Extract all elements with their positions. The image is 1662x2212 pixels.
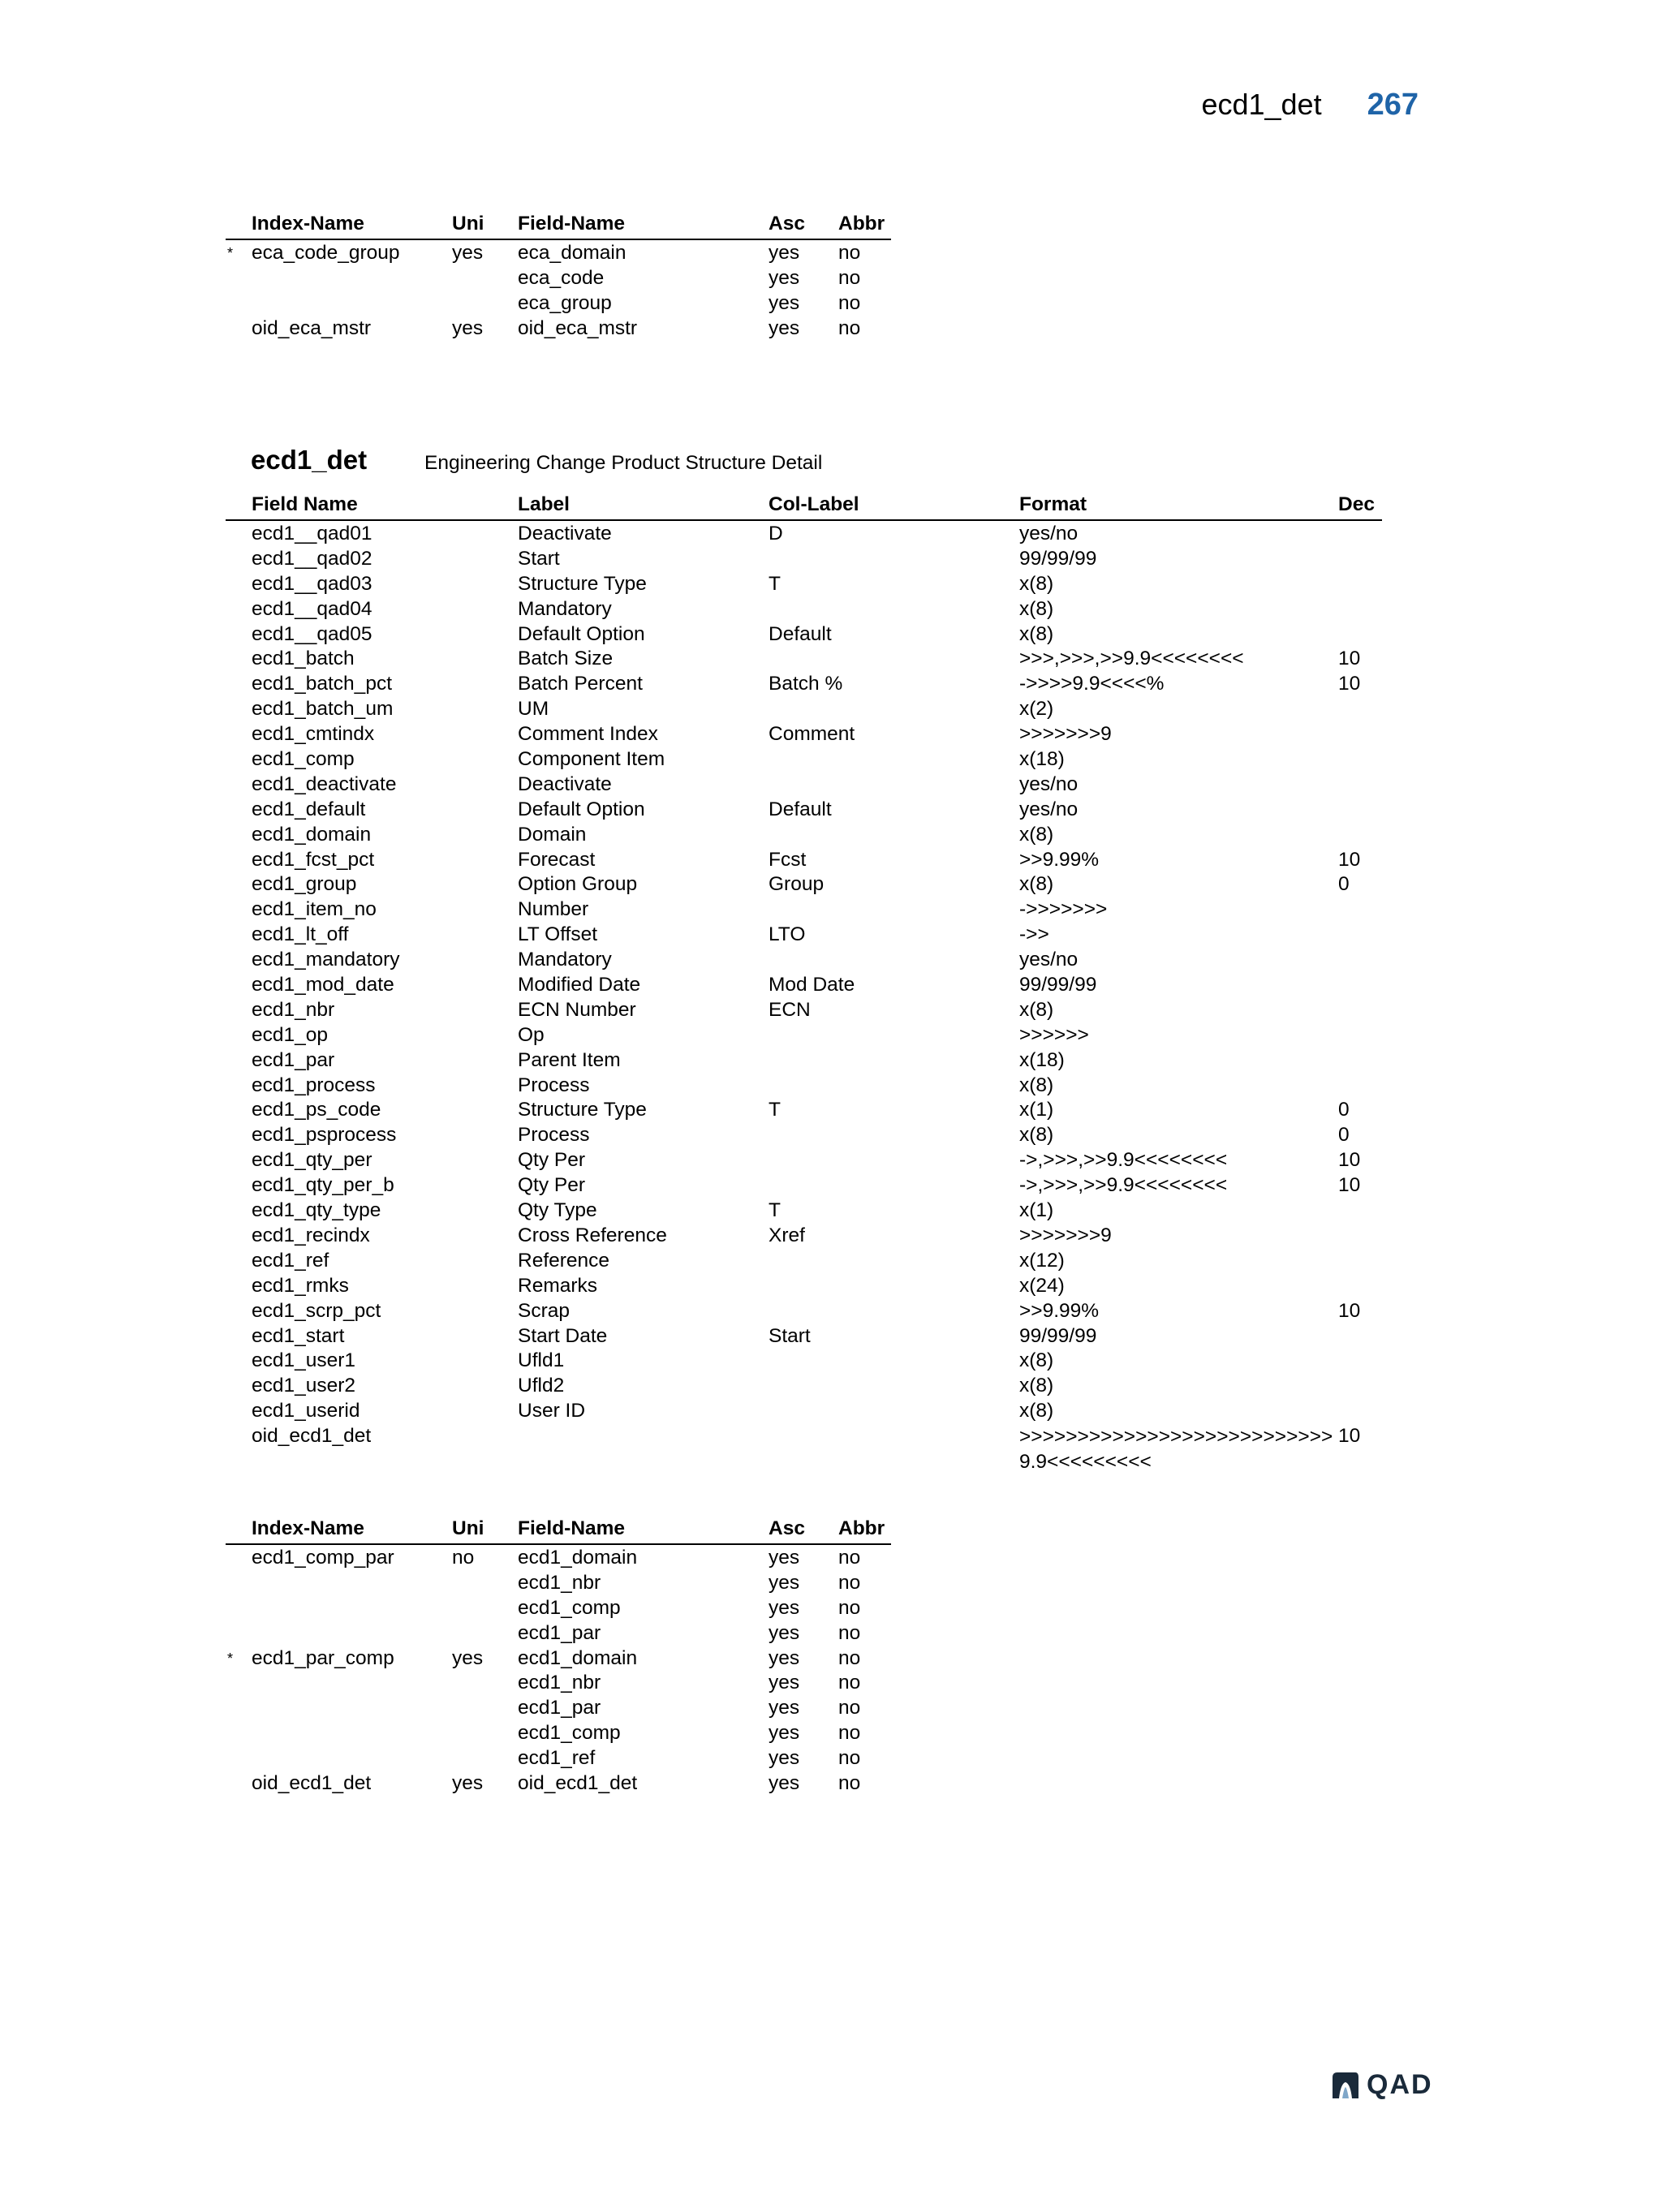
field-name-cell: ecd1_comp (252, 748, 355, 771)
field-row (226, 571, 1382, 596)
col-label-cell: T (769, 572, 781, 595)
col-header-field-name: Field-Name (518, 213, 626, 235)
label-cell: Qty Per (518, 1149, 586, 1172)
unique-marker: * (227, 245, 234, 261)
col-header-field-name: Field-Name (518, 1517, 626, 1539)
field-name-cell: ecd1_par (518, 1621, 601, 1644)
label-cell: Qty Type (518, 1199, 597, 1222)
col-header-asc: Asc (769, 213, 805, 235)
label-cell: Structure Type (518, 1099, 647, 1121)
index-name-cell: oid_eca_mstr (252, 316, 372, 339)
label-cell: Op (518, 1023, 545, 1046)
field-name-cell: eca_domain (518, 242, 626, 264)
format-cell: >>>>>>>>>>>>>>>>>>>>>>>>>>>9.9<<<<<<<<< (1019, 1426, 1333, 1473)
label-cell: Parent Item (518, 1048, 621, 1071)
col-label-cell: ECN (769, 998, 811, 1021)
label-cell: User ID (518, 1400, 586, 1422)
field-row (226, 1398, 1382, 1423)
format-cell: x(24) (1019, 1274, 1065, 1297)
asc-cell: yes (769, 1571, 800, 1594)
format-cell: x(8) (1019, 1400, 1054, 1422)
field-row (226, 797, 1382, 822)
field-row (226, 871, 1382, 897)
index-name-cell: ecd1_par_comp (252, 1646, 394, 1669)
format-cell: x(2) (1019, 698, 1054, 721)
label-cell: Qty Per (518, 1174, 586, 1197)
field-table-header (226, 493, 1382, 521)
label-cell: Comment Index (518, 723, 658, 746)
dec-cell: 0 (1338, 1099, 1350, 1121)
index-table-header (226, 213, 891, 240)
col-label-cell: T (769, 1199, 781, 1222)
field-row (226, 822, 1382, 847)
field-row (226, 1097, 1382, 1122)
col-header-uni: Uni (452, 1517, 484, 1539)
field-row (226, 847, 1382, 872)
field-row (226, 646, 1382, 671)
field-name-cell: eca_group (518, 291, 612, 314)
field-name-cell: ecd1_nbr (252, 998, 335, 1021)
field-name-cell: ecd1__qad05 (252, 622, 372, 645)
field-name-cell: ecd1_process (252, 1074, 376, 1096)
uni-cell: yes (452, 1772, 484, 1795)
format-cell: x(8) (1019, 622, 1054, 645)
field-row (226, 997, 1382, 1022)
format-cell: x(8) (1019, 823, 1054, 846)
field-name-cell: ecd1_user1 (252, 1349, 356, 1372)
abbr-cell: no (838, 1722, 861, 1745)
field-row (226, 1298, 1382, 1323)
label-cell: Batch Percent (518, 673, 643, 695)
field-name-cell: ecd1_op (252, 1023, 329, 1046)
col-label-cell: LTO (769, 923, 806, 946)
index-table-ecd1 (226, 1517, 891, 1796)
format-cell: x(8) (1019, 597, 1054, 620)
format-cell: x(18) (1019, 1048, 1065, 1071)
abbr-cell: no (838, 242, 861, 264)
dec-cell: 10 (1338, 1425, 1361, 1448)
abbr-cell: no (838, 1621, 861, 1644)
field-row (226, 1323, 1382, 1349)
format-cell: >>9.99% (1019, 848, 1100, 871)
label-cell: Default Option (518, 798, 645, 820)
format-cell: x(8) (1019, 1375, 1054, 1397)
field-row (226, 1198, 1382, 1223)
field-name-cell: ecd1_rmks (252, 1274, 349, 1297)
index-row (226, 1695, 891, 1720)
label-cell: Process (518, 1124, 590, 1147)
field-name-cell: ecd1_par (518, 1697, 601, 1719)
col-header-index-name: Index-Name (252, 213, 364, 235)
col-header-format: Format (1019, 493, 1087, 515)
index-row (226, 316, 891, 341)
format-cell: >>>>>>>9 (1019, 1224, 1112, 1246)
label-cell: Mandatory (518, 597, 612, 620)
index-table-eca (226, 213, 891, 341)
label-cell: Deactivate (518, 523, 612, 544)
field-row (226, 747, 1382, 772)
col-label-cell: D (769, 523, 783, 544)
unique-marker: * (227, 1650, 234, 1667)
field-row (226, 1223, 1382, 1248)
abbr-cell: no (838, 1747, 861, 1770)
index-table-body (226, 1545, 891, 1796)
field-name-cell: ecd1_ref (518, 1747, 596, 1770)
format-cell: x(8) (1019, 1074, 1054, 1096)
table-name: ecd1_det (251, 445, 368, 475)
field-name-cell: ecd1_mod_date (252, 974, 394, 996)
uni-cell: yes (452, 1646, 484, 1669)
field-name-cell: ecd1_comp (518, 1596, 621, 1619)
label-cell: LT Offset (518, 923, 598, 946)
field-row (226, 1122, 1382, 1147)
qad-logo-text: QAD (1367, 2069, 1433, 2100)
label-cell: Process (518, 1074, 590, 1096)
dec-cell: 10 (1338, 848, 1361, 871)
index-table-header (226, 1517, 891, 1545)
index-row (226, 240, 891, 265)
asc-cell: yes (769, 316, 800, 339)
col-header-index-name: Index-Name (252, 1517, 364, 1539)
field-row (226, 1373, 1382, 1398)
label-cell: Reference (518, 1249, 610, 1272)
dec-cell: 10 (1338, 1299, 1361, 1322)
index-name-cell: oid_ecd1_det (252, 1772, 372, 1795)
field-name-cell: oid_ecd1_det (252, 1425, 372, 1448)
field-name-cell: ecd1_qty_type (252, 1199, 381, 1222)
field-name-cell: ecd1_domain (252, 823, 372, 846)
format-cell: 99/99/99 (1019, 547, 1097, 570)
abbr-cell: no (838, 1646, 861, 1669)
format-cell: 99/99/99 (1019, 1324, 1097, 1347)
field-name-cell: ecd1_item_no (252, 898, 377, 921)
field-row (226, 521, 1382, 546)
field-name-cell: ecd1__qad01 (252, 523, 372, 544)
format-cell: ->,>>>,>>9.9<<<<<<<< (1019, 1174, 1228, 1197)
field-name-cell: ecd1_mandatory (252, 949, 400, 971)
field-name-cell: ecd1_fcst_pct (252, 848, 375, 871)
uni-cell: no (452, 1547, 475, 1569)
label-cell: Scrap (518, 1299, 571, 1322)
field-table (226, 493, 1382, 1473)
field-name-cell: eca_code (518, 266, 605, 289)
index-row (226, 265, 891, 290)
field-name-cell: ecd1_scrp_pct (252, 1299, 381, 1322)
field-name-cell: ecd1_deactivate (252, 772, 397, 795)
field-name-cell: ecd1_group (252, 873, 357, 896)
field-name-cell: ecd1_qty_per_b (252, 1174, 394, 1197)
field-row (226, 1048, 1382, 1073)
asc-cell: yes (769, 1672, 800, 1694)
field-name-cell: ecd1_default (252, 798, 366, 820)
asc-cell: yes (769, 1596, 800, 1619)
index-row (226, 1595, 891, 1620)
label-cell: Default Option (518, 622, 645, 645)
field-row (226, 772, 1382, 797)
field-row (226, 972, 1382, 997)
label-cell: Number (518, 898, 589, 921)
col-header-label: Label (518, 493, 570, 515)
index-name-cell: ecd1_comp_par (252, 1547, 394, 1569)
dec-cell: 10 (1338, 1149, 1361, 1172)
field-name-cell: ecd1__qad03 (252, 572, 372, 595)
col-label-cell: Default (769, 622, 832, 645)
format-cell: x(8) (1019, 1349, 1054, 1372)
header-table-name: ecd1_det (1201, 88, 1322, 121)
abbr-cell: no (838, 1596, 861, 1619)
col-header-dec: Dec (1338, 493, 1375, 515)
format-cell: ->,>>>,>>9.9<<<<<<<< (1019, 1149, 1228, 1172)
col-label-cell: Batch % (769, 673, 843, 695)
field-name-cell: ecd1_lt_off (252, 923, 349, 946)
field-row (226, 1022, 1382, 1048)
field-row (226, 1423, 1382, 1473)
abbr-cell: no (838, 266, 861, 289)
label-cell: Component Item (518, 748, 665, 771)
field-row (226, 671, 1382, 696)
field-row (226, 1173, 1382, 1198)
abbr-cell: no (838, 1547, 861, 1569)
col-label-cell: Fcst (769, 848, 807, 871)
field-name-cell: ecd1_batch (252, 648, 355, 670)
format-cell: yes/no (1019, 523, 1079, 544)
label-cell: Ufld2 (518, 1375, 565, 1397)
index-table-body (226, 240, 891, 341)
asc-cell: yes (769, 1646, 800, 1669)
format-cell: >>>>>> (1019, 1023, 1089, 1046)
field-table-body (226, 521, 1382, 1473)
asc-cell: yes (769, 1747, 800, 1770)
format-cell: yes/no (1019, 798, 1079, 820)
label-cell: ECN Number (518, 998, 636, 1021)
format-cell: 99/99/99 (1019, 974, 1097, 996)
label-cell: Remarks (518, 1274, 598, 1297)
col-label-cell: Xref (769, 1224, 805, 1246)
col-header-col-label: Col-Label (769, 493, 859, 515)
field-name-cell: ecd1_batch_um (252, 698, 394, 721)
field-name-cell: ecd1_ref (252, 1249, 329, 1272)
field-name-cell: oid_ecd1_det (518, 1772, 638, 1795)
format-cell: x(8) (1019, 572, 1054, 595)
abbr-cell: no (838, 1772, 861, 1795)
format-cell: ->>>>9.9<<<<% (1019, 673, 1165, 695)
field-row (226, 1147, 1382, 1173)
field-name-cell: ecd1_domain (518, 1646, 638, 1669)
index-row (226, 1620, 891, 1646)
field-row (226, 1348, 1382, 1373)
field-name-cell: ecd1_batch_pct (252, 673, 392, 695)
asc-cell: yes (769, 1621, 800, 1644)
page-number: 267 (1367, 88, 1419, 122)
format-cell: x(18) (1019, 748, 1065, 771)
format-cell: x(1) (1019, 1099, 1054, 1121)
abbr-cell: no (838, 291, 861, 314)
dec-cell: 0 (1338, 873, 1350, 896)
uni-cell: yes (452, 316, 484, 339)
index-row (226, 1771, 891, 1796)
col-header-abbr: Abbr (838, 1517, 885, 1539)
field-name-cell: oid_eca_mstr (518, 316, 638, 339)
format-cell: ->>>>>>> (1019, 898, 1108, 921)
label-cell: Batch Size (518, 648, 614, 670)
asc-cell: yes (769, 1772, 800, 1795)
label-cell: Domain (518, 823, 587, 846)
format-cell: yes/no (1019, 772, 1079, 795)
format-cell: x(8) (1019, 1124, 1054, 1147)
field-row (226, 947, 1382, 972)
field-row (226, 897, 1382, 922)
index-row (226, 290, 891, 316)
field-row (226, 696, 1382, 721)
format-cell: x(1) (1019, 1199, 1054, 1222)
asc-cell: yes (769, 1547, 800, 1569)
qad-logo (1331, 2069, 1433, 2101)
field-name-cell: ecd1_ps_code (252, 1099, 381, 1121)
field-row (226, 622, 1382, 647)
index-row (226, 1670, 891, 1695)
format-cell: x(8) (1019, 873, 1054, 896)
col-label-cell: Start (769, 1324, 811, 1347)
format-cell: x(12) (1019, 1249, 1065, 1272)
label-cell: Start Date (518, 1324, 608, 1347)
index-row (226, 1545, 891, 1570)
field-row (226, 922, 1382, 947)
field-name-cell: ecd1_nbr (518, 1571, 601, 1594)
uni-cell: yes (452, 242, 484, 264)
abbr-cell: no (838, 1697, 861, 1719)
field-row (226, 596, 1382, 622)
col-label-cell: Mod Date (769, 974, 855, 996)
dec-cell: 10 (1338, 673, 1361, 695)
col-label-cell: Group (769, 873, 825, 896)
index-row (226, 1720, 891, 1745)
label-cell: Deactivate (518, 772, 612, 795)
field-name-cell: ecd1_nbr (518, 1672, 601, 1694)
dec-cell: 10 (1338, 1174, 1361, 1197)
qad-logo-icon (1331, 2071, 1360, 2100)
col-header-uni: Uni (452, 213, 484, 235)
index-row (226, 1570, 891, 1595)
format-cell: yes/no (1019, 949, 1079, 971)
field-name-cell: ecd1_psprocess (252, 1124, 397, 1147)
field-name-cell: ecd1_comp (518, 1722, 621, 1745)
index-row (226, 1745, 891, 1771)
format-cell: >>9.99% (1019, 1299, 1100, 1322)
dec-cell: 0 (1338, 1124, 1350, 1147)
col-header-field-name: Field Name (252, 493, 358, 515)
index-name-cell: eca_code_group (252, 242, 400, 264)
table-description: Engineering Change Product Structure Detail (424, 452, 823, 474)
asc-cell: yes (769, 1722, 800, 1745)
field-name-cell: ecd1__qad04 (252, 597, 372, 620)
label-cell: Forecast (518, 848, 596, 871)
index-row (226, 1646, 891, 1671)
field-name-cell: ecd1_qty_per (252, 1149, 372, 1172)
label-cell: Option Group (518, 873, 638, 896)
label-cell: UM (518, 698, 549, 721)
field-name-cell: ecd1_recindx (252, 1224, 370, 1246)
col-label-cell: Default (769, 798, 832, 820)
page-header (1201, 88, 1419, 123)
col-label-cell: Comment (769, 723, 855, 746)
format-cell: >>>,>>>,>>9.9<<<<<<<< (1019, 648, 1244, 670)
field-name-cell: ecd1_cmtindx (252, 723, 375, 746)
format-cell: x(8) (1019, 998, 1054, 1021)
field-name-cell: ecd1_start (252, 1324, 345, 1347)
abbr-cell: no (838, 1672, 861, 1694)
field-row (226, 1073, 1382, 1098)
asc-cell: yes (769, 242, 800, 264)
asc-cell: yes (769, 291, 800, 314)
label-cell: Start (518, 547, 560, 570)
field-name-cell: ecd1__qad02 (252, 547, 372, 570)
field-row (226, 1273, 1382, 1298)
table-title (251, 445, 822, 476)
field-name-cell: ecd1_user2 (252, 1375, 356, 1397)
label-cell: Structure Type (518, 572, 647, 595)
field-row (226, 1248, 1382, 1273)
format-cell: ->> (1019, 923, 1049, 946)
col-header-abbr: Abbr (838, 213, 885, 235)
format-cell: >>>>>>>9 (1019, 723, 1112, 746)
field-row (226, 721, 1382, 747)
label-cell: Ufld1 (518, 1349, 565, 1372)
asc-cell: yes (769, 1697, 800, 1719)
col-header-asc: Asc (769, 1517, 805, 1539)
abbr-cell: no (838, 1571, 861, 1594)
field-name-cell: ecd1_userid (252, 1400, 360, 1422)
label-cell: Modified Date (518, 974, 641, 996)
label-cell: Mandatory (518, 949, 612, 971)
field-name-cell: ecd1_domain (518, 1547, 638, 1569)
col-label-cell: T (769, 1099, 781, 1121)
field-row (226, 546, 1382, 571)
dec-cell: 10 (1338, 648, 1361, 670)
field-name-cell: ecd1_par (252, 1048, 335, 1071)
asc-cell: yes (769, 266, 800, 289)
label-cell: Cross Reference (518, 1224, 667, 1246)
abbr-cell: no (838, 316, 861, 339)
